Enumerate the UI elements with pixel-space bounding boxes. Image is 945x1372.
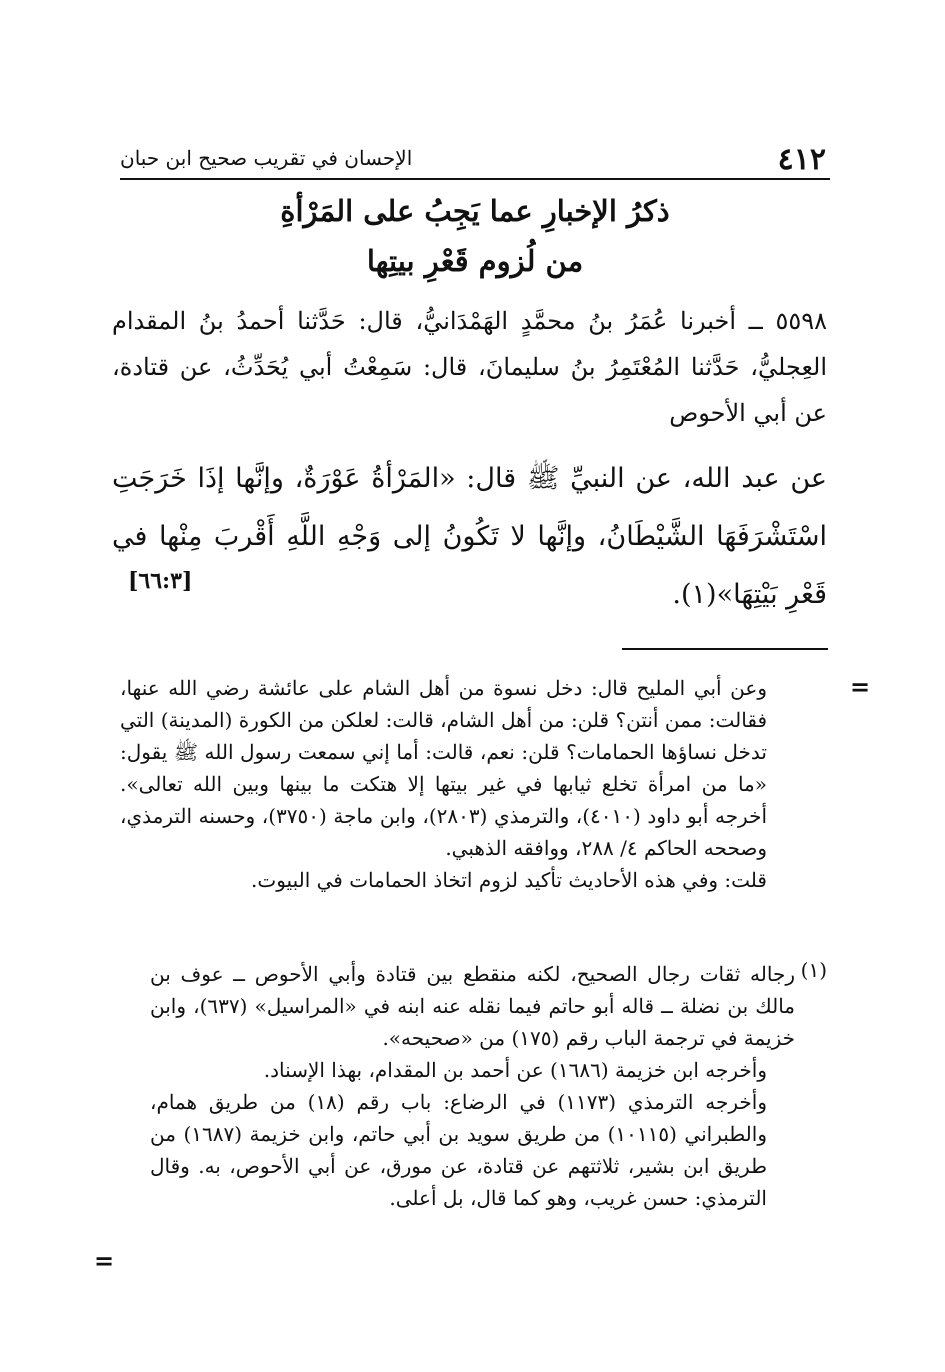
- footnote-separator: [622, 648, 828, 650]
- hadith-matn: [112, 450, 827, 624]
- footnote-1-paragraph-1: رجاله ثقات رجال الصحيح، لكنه منقطع بين قتادة وأبي الأحوص ــ عوف بن مالك بن نضلة ــ قاله أبو حاتم فيما نقله عنه ابنه في «المراسيل» (٦٣٧)، وابن خزيمة في ترجمة الباب رقم (١٧٥) من «صحيحه».: [150, 962, 796, 1050]
- footnote-1-paragraph-2: وأخرجه ابن خزيمة (١٦٨٦) عن أحمد بن المقدام، بهذا الإسناد.: [263, 1058, 767, 1082]
- footnote-continuation-paragraph: وعن أبي المليح قال: دخل نسوة من أهل الشام على عائشة رضي الله عنها، فقالت: ممن أنتن؟ قلن: من أهل الشام، قالت: لعلكن من الكورة (المدينة) التي تدخل نساؤها الحمامات؟ قلن: نعم، قالت: أما إني سمعت رسول الله ﷺ يقول: «ما من امرأة تخلع ثيابها في غير بيتها إلا هتكت ما بينها وبين الله تعالى». أخرجه أبو داود (٤٠١٠)، والترمذي (٢٨٠٣)، وابن ماجة (٣٧٥٠)، وحسنه الترمذي، وصححه الحاكم ٤/ ٢٨٨، ووافقه الذهبي.: [120, 676, 768, 860]
- running-title: الإحسان في تقريب صحيح ابن حبان: [120, 146, 413, 170]
- page-number: ٤١٢: [777, 142, 826, 177]
- footnote-1-paragraph-3: وأخرجه الترمذي (١١٧٣) في الرضاع: باب رقم (١٨) من طريق همام، والطبراني (١٠١١٥) من طريق سويد بن أبي حاتم، وابن خزيمة (١٦٨٧) من طريق ابن بشير، ثلاثتهم عن قتادة، عن مورق، عن أبي الأحوص، به. وقال الترمذي: حسن غريب، وهو كما قال، بل أعلى.: [150, 1090, 767, 1210]
- continuation-end-mark: =: [94, 1246, 115, 1275]
- continuation-mark: =: [850, 672, 871, 701]
- isnad-text: ٥٥٩٨ ــ أخبرنا عُمَرُ بنُ محمَّدٍ الهَمْدَانيُّ، قال: حَدَّثنا أحمدُ بنُ المقدام العِجليُّ، حَدَّثنا المُعْتَمِرُ بنُ سليمانَ، قال: سَمِعْتُ أبي يُحَدِّثُ، عن قتادة، عن أبي الأحوص: [112, 307, 827, 427]
- matn-text: عن عبد الله، عن النبيِّ ﷺ قال: «المَرْأةُ عَوْرَةٌ، وإنَّها إذَا خَرَجَتِ اسْتَشْرَفَهَا الشَّيْطَانُ، وإنَّها لا تَكُونُ إلى وَجْهِ اللَّهِ أَقْربَ مِنْها في قَعْرِ بَيْتِهَا»(١).: [112, 463, 827, 610]
- footnote-continuation-note: قلت: وفي هذه الأحاديث تأكيد لزوم اتخاذ الحمامات في البيوت.: [251, 868, 767, 892]
- chapter-heading-line2: من لُزوم قَعْرِ بيتِها: [366, 244, 584, 278]
- footnote-continuation: [120, 672, 795, 896]
- source-reference: [٦٦:٣]: [128, 568, 193, 594]
- hadith-isnad: [112, 298, 827, 436]
- chapter-heading-line1: ذكرُ الإخبارِ عما يَجِبُ على المَرْأةِ: [280, 194, 670, 228]
- page-header: [120, 140, 830, 180]
- footnote-1: [150, 958, 795, 1214]
- footnote-number: (١): [800, 958, 827, 982]
